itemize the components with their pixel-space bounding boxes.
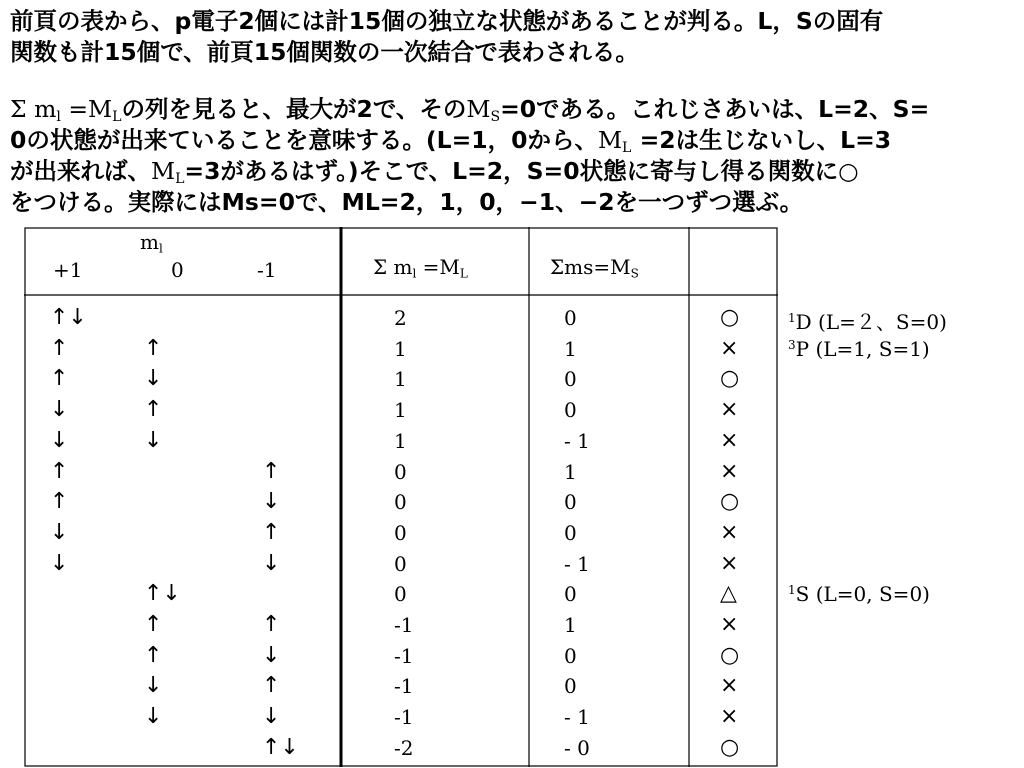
cell-ml-plus1: ↓ bbox=[50, 427, 69, 453]
cell-mark: △ bbox=[720, 581, 737, 607]
sigma-ml-symbol: Σ m bbox=[10, 95, 57, 123]
note-1D bbox=[788, 306, 947, 335]
cell-mark: ○ bbox=[720, 734, 740, 760]
cell-MS: 1 bbox=[564, 336, 577, 361]
cell-MS: 0 bbox=[564, 398, 577, 423]
cell-ml-0: ↑↓ bbox=[144, 581, 181, 607]
col-header-plus1: +1 bbox=[53, 258, 83, 282]
note-1D-sup: 1 bbox=[788, 310, 796, 325]
intro-paragraph bbox=[10, 6, 1016, 68]
cell-ml-plus1: ↓ bbox=[50, 550, 69, 576]
cell-mark: ○ bbox=[720, 366, 740, 392]
explanation-text-1a: の列を見ると、最大が2で、その bbox=[121, 95, 467, 123]
cell-ml-minus1: ↓ bbox=[262, 704, 281, 730]
explanation-text-2b: =2は生じないし、L=3 bbox=[631, 126, 892, 154]
cell-ml-0: ↑ bbox=[144, 397, 163, 423]
cell-ml-minus1: ↓ bbox=[262, 642, 281, 668]
sub-L: L bbox=[112, 109, 122, 126]
cell-ml-0: ↓ bbox=[144, 704, 163, 730]
sum-ms-sub: S bbox=[630, 266, 639, 281]
cell-ml-plus1: ↑ bbox=[50, 335, 69, 361]
cell-ml-plus1: ↓ bbox=[50, 519, 69, 545]
cell-MS: - 1 bbox=[564, 705, 590, 730]
note-3P-sup: 3 bbox=[788, 337, 796, 352]
ml-header bbox=[140, 230, 163, 254]
eq-ML-symbol: =M bbox=[60, 95, 113, 123]
ML-symbol: M bbox=[597, 126, 623, 154]
cell-ML: -1 bbox=[394, 613, 414, 637]
cell-ml-0: ↑ bbox=[144, 612, 163, 637]
cell-MS: - 1 bbox=[564, 428, 590, 453]
cell-ml-plus1: ↑ bbox=[50, 366, 69, 392]
cell-ml-plus1: ↑↓ bbox=[50, 305, 87, 330]
note-1S-symbol: S bbox=[795, 582, 810, 606]
note-1S-text: (L=0, S=0) bbox=[809, 582, 930, 606]
explanation-paragraph bbox=[10, 94, 1016, 218]
cell-MS: 1 bbox=[564, 459, 577, 484]
MS-symbol: M bbox=[466, 95, 491, 123]
note-3P-symbol: P bbox=[795, 337, 810, 361]
cell-ml-minus1: ↑↓ bbox=[262, 734, 299, 760]
note-3P bbox=[788, 337, 930, 361]
cell-mark: × bbox=[720, 704, 739, 730]
cell-ML: 1 bbox=[394, 398, 407, 423]
cell-MS: 0 bbox=[564, 643, 577, 668]
explanation-text-1b: =0である。これじさあいは、L=2、S= bbox=[500, 95, 930, 123]
col-header-minus1: -1 bbox=[257, 258, 277, 282]
cell-ml-minus1: ↑ bbox=[262, 458, 281, 484]
cell-ml-0: ↓ bbox=[144, 673, 163, 699]
note-1S-sup: 1 bbox=[788, 582, 796, 597]
note-3P-text: (L=1, S=1) bbox=[809, 337, 930, 361]
intro-line-1: 前頁の表から、p電子2個には計15個の独立な状態があることが判る。L，Sの固有 bbox=[10, 7, 884, 35]
cell-ml-plus1: ↓ bbox=[50, 397, 69, 423]
cell-ML: 1 bbox=[394, 336, 407, 361]
note-1D-text: (L=２、S=0) bbox=[811, 310, 947, 334]
cell-mark: × bbox=[720, 550, 739, 576]
sum-ml-sub: l bbox=[412, 266, 417, 281]
cell-mark: × bbox=[720, 519, 739, 545]
explanation-text-3b: =3があるはず。)そこで、L=2，S=0状態に寄与し得る関数に○ bbox=[184, 157, 859, 185]
sub-L: L bbox=[175, 171, 185, 188]
ml-header-sub: l bbox=[158, 241, 163, 256]
cell-ML: -1 bbox=[394, 705, 414, 730]
sub-l: l bbox=[56, 109, 61, 126]
cell-ML: 0 bbox=[394, 459, 407, 484]
sum-ml-sigma: Σ m bbox=[373, 255, 413, 279]
cell-MS: 0 bbox=[564, 582, 577, 607]
cell-MS: 0 bbox=[564, 367, 577, 392]
cell-MS: 0 bbox=[564, 306, 577, 330]
cell-ml-minus1: ↑ bbox=[262, 673, 281, 699]
cell-mark: ○ bbox=[720, 489, 740, 515]
intro-line-2: 関数も計15個で、前頁15個関数の一次結合で表わされる。 bbox=[10, 38, 639, 66]
cell-ml-0: ↓ bbox=[144, 366, 163, 392]
explanation-line-4: をつける。実際にはMs=0で、ML=2，1，0，−1、−2を一つずつ選ぶ。 bbox=[10, 188, 804, 216]
microstate-table bbox=[24, 227, 778, 767]
cell-mark: ○ bbox=[720, 642, 740, 668]
cell-mark: × bbox=[720, 397, 739, 423]
cell-ml-0: ↑ bbox=[144, 335, 163, 361]
cell-MS: 0 bbox=[564, 520, 577, 545]
ML-symbol: M bbox=[151, 157, 176, 185]
cell-ML: 1 bbox=[394, 367, 407, 392]
cell-ML: 0 bbox=[394, 582, 407, 607]
note-1D-symbol: D bbox=[795, 310, 812, 334]
cell-ML: 0 bbox=[394, 520, 407, 545]
explanation-line-2 bbox=[10, 125, 1016, 156]
sub-S: S bbox=[490, 109, 501, 126]
cell-mark: × bbox=[720, 427, 739, 453]
sum-ml-sub-L: L bbox=[459, 266, 468, 281]
explanation-text-2a: 0の状態が出来ていることを意味する。(L=1，0から、 bbox=[10, 126, 598, 154]
cell-MS: 1 bbox=[564, 613, 577, 637]
cell-ml-minus1: ↓ bbox=[262, 489, 281, 515]
cell-ML: -2 bbox=[394, 735, 414, 760]
sub-L: L bbox=[622, 140, 632, 157]
cell-MS: 0 bbox=[564, 674, 577, 699]
cell-MS: - 1 bbox=[564, 551, 590, 576]
explanation-line-3 bbox=[10, 156, 1016, 187]
cell-mark: ○ bbox=[720, 305, 740, 330]
cell-MS: - 0 bbox=[564, 735, 590, 760]
cell-mark: × bbox=[720, 673, 739, 699]
cell-mark: × bbox=[720, 612, 739, 637]
cell-ml-0: ↑ bbox=[144, 642, 163, 668]
explanation-line-1 bbox=[10, 94, 1016, 125]
cell-ML: -1 bbox=[394, 674, 414, 699]
col-header-0: 0 bbox=[171, 258, 184, 282]
cell-ml-minus1: ↓ bbox=[262, 550, 281, 576]
cell-ml-plus1: ↑ bbox=[50, 489, 69, 515]
cell-MS: 0 bbox=[564, 490, 577, 515]
cell-ML: -1 bbox=[394, 643, 414, 668]
cell-ML: 0 bbox=[394, 551, 407, 576]
sum-ms-header bbox=[550, 255, 639, 279]
cell-ml-minus1: ↑ bbox=[262, 612, 281, 637]
cell-mark: × bbox=[720, 458, 739, 484]
note-1S bbox=[788, 582, 930, 606]
cell-mark: × bbox=[720, 335, 739, 361]
cell-ML: 1 bbox=[394, 428, 407, 453]
sum-ml-header bbox=[373, 255, 468, 279]
cell-ML: 0 bbox=[394, 490, 407, 515]
sum-ms-label: Σms=M bbox=[550, 255, 631, 279]
cell-ml-0: ↓ bbox=[144, 427, 163, 453]
explanation-text-3a: が出来れば、 bbox=[10, 157, 151, 185]
cell-ML: 2 bbox=[394, 306, 407, 330]
sum-ml-eq: =M bbox=[416, 255, 460, 279]
cell-ml-minus1: ↑ bbox=[262, 519, 281, 545]
cell-ml-plus1: ↑ bbox=[50, 458, 69, 484]
ml-header-m: m bbox=[140, 230, 159, 254]
